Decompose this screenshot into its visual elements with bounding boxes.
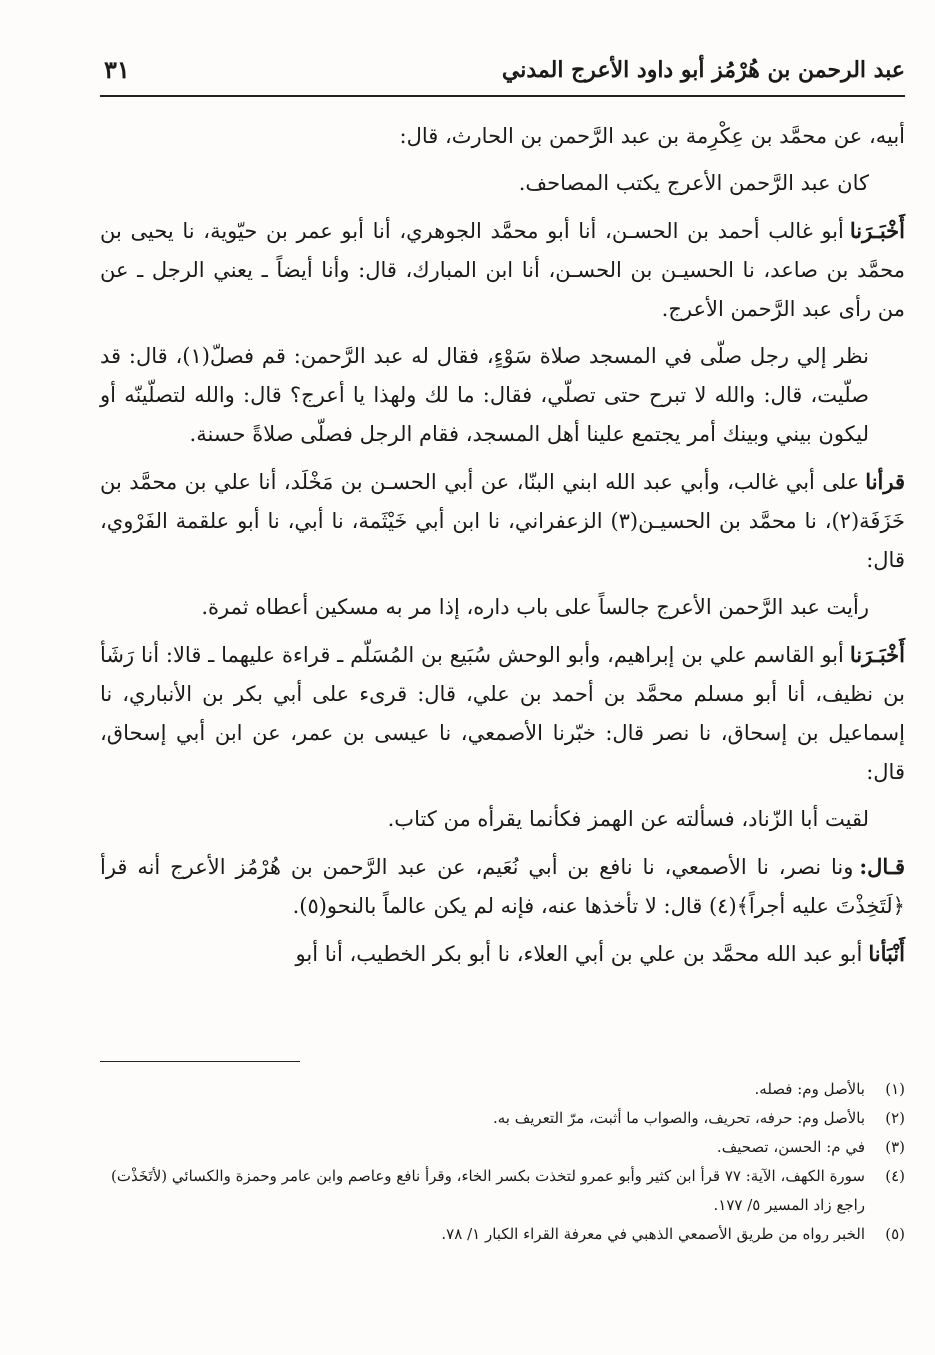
footnote: [100, 1220, 905, 1249]
footnote-number: (١): [885, 1080, 905, 1098]
paragraph-text: رأيت عبد الرَّحمن الأعرج جالساً على باب داره، إذا مر به مسكين أعطاه ثمرة.: [201, 595, 869, 619]
footnote-text: بالأصل وم: حرفه، تحريف، والصواب ما أثبت، مرّ التعريف به.: [492, 1109, 865, 1127]
paragraph-text: لقيت أبا الزّناد، فسألته عن الهمز فكأنما يقرأه من كتاب.: [387, 807, 869, 831]
paragraph-text: كان عبد الرَّحمن الأعرج يكتب المصاحف.: [518, 171, 869, 195]
paragraph: [100, 934, 905, 974]
footnote-number: (٣): [885, 1138, 905, 1156]
footnote-text: بالأصل وم: فصله.: [754, 1080, 865, 1098]
paragraph: [100, 337, 905, 454]
page-number: ٣١: [104, 55, 130, 84]
paragraph-lead-word: أَخْبَـرَنا: [849, 642, 905, 667]
footnote: [100, 1133, 905, 1162]
paragraph: [100, 635, 905, 792]
body-text: [100, 117, 905, 974]
paragraph: [100, 847, 905, 926]
footnote-text: الخبر رواه من طريق الأصمعي الذهبي في معرفة القراء الكبار ١/ ٧٨.: [441, 1225, 865, 1243]
footnote: [100, 1104, 905, 1133]
book-page: [100, 55, 905, 1305]
paragraph-text: ونا نصر، نا الأصمعي، نا نافع بن أبي نُعَيم، عن عبد الرَّحمن بن هُرْمُز الأعرج أنه قرأ ﴿لَتَخِذْتَ عليه أجراً﴾(٤) قال: لا تأخذها عنه، فإنه لم يكن عالماً بالنحو(٥).: [100, 855, 905, 918]
paragraph: [100, 164, 905, 203]
footnote: [100, 1162, 905, 1220]
paragraph-text: على أبي غالب، وأبي عبد الله ابني البنّا، عن أبي الحسـن بن مَخْلَد، أنا علي بن محمَّد بن خَزَفَة(٢)، نا محمَّد بن الحسيـن(٣) الزعفراني، نا ابن أبي خَيْثَمة، نا أبي، نا أبو علقمة الفَرْوي، قال:: [100, 470, 906, 572]
page-header: [100, 55, 905, 97]
paragraph-lead-word: قـال:: [859, 854, 905, 879]
paragraph-lead-word: أَخْبَـرَنا: [849, 218, 905, 243]
footnote-number: (٢): [885, 1109, 905, 1127]
paragraph: [100, 462, 905, 580]
footnote-divider: [100, 1061, 300, 1062]
footnote-text: سورة الكهف، الآية: ٧٧ قرأ ابن كثير وأبو عمرو لتخذت بكسر الخاء، وقرأ نافع وعاصم وابن عامر وحمزة والكسائي (لأتَخَذْت) راجع زاد المسير ٥/ ١٧٧.: [111, 1167, 865, 1214]
running-title: عبد الرحمن بن هُرْمُز أبو داود الأعرج المدني: [501, 57, 905, 83]
paragraph: [100, 800, 905, 839]
paragraph-text: أبو القاسم علي بن إبراهيم، وأبو الوحش سُبَيع بن المُسَلّم ـ قراءة عليهما ـ قالا: أنا رَشَأ بن نظيف، أنا أبو مسلم محمَّد بن أحمد بن علي، قال: قرىء على أبي بكر بن الأنباري، نا إسماعيل بن إسحاق، نا نصر قال: خبّرنا الأصمعي، نا عيسى بن عمر، عن ابن أبي إسحاق، قال:: [100, 643, 905, 784]
footnotes: [100, 1075, 905, 1249]
paragraph: [100, 117, 905, 156]
paragraph-text: نظر إلي رجل صلّى في المسجد صلاة سَوْءٍ، فقال له عبد الرَّحمن: قم فصلّ(١)، قال: قد صلّيت، قال: والله لا تبرح حتى تصلّي، فقال: ما لك ولهذا يا أعرج؟ قال: والله لتصلّينّه أو ليكون بيني وبينك أمر يجتمع علينا أهل المسجد، فقام الرجل فصلّى صلاةً حسنة.: [100, 344, 870, 446]
footnote-text: في م: الحسن، تصحيف.: [716, 1138, 865, 1156]
footnote: [100, 1075, 905, 1104]
paragraph-text: أبيه، عن محمَّد بن عِكْرِمة بن عبد الرَّحمن بن الحارث، قال:: [399, 124, 905, 148]
paragraph-text: أبو عبد الله محمَّد بن علي بن أبي العلاء، نا أبو بكر الخطيب، أنا أبو: [295, 942, 863, 966]
paragraph-lead-word: قرأنا: [865, 469, 905, 494]
paragraph-lead-word: أَنْبَأنا: [868, 941, 905, 966]
paragraph-text: أبو غالب أحمد بن الحسـن، أنا أبو محمَّد الجوهري، أنا أبو عمر بن حيّوية، نا يحيى بن محمَّد بن صاعد، نا الحسيـن بن الحسـن، أنا ابن المبارك، قال: وأنا أيضاً ـ يعني الرجل ـ عن من رأى عبد الرَّحمن الأعرج.: [100, 219, 905, 321]
footnote-number: (٤): [885, 1167, 905, 1185]
paragraph: [100, 588, 905, 627]
paragraph: [100, 211, 905, 329]
footnote-number: (٥): [885, 1225, 905, 1243]
